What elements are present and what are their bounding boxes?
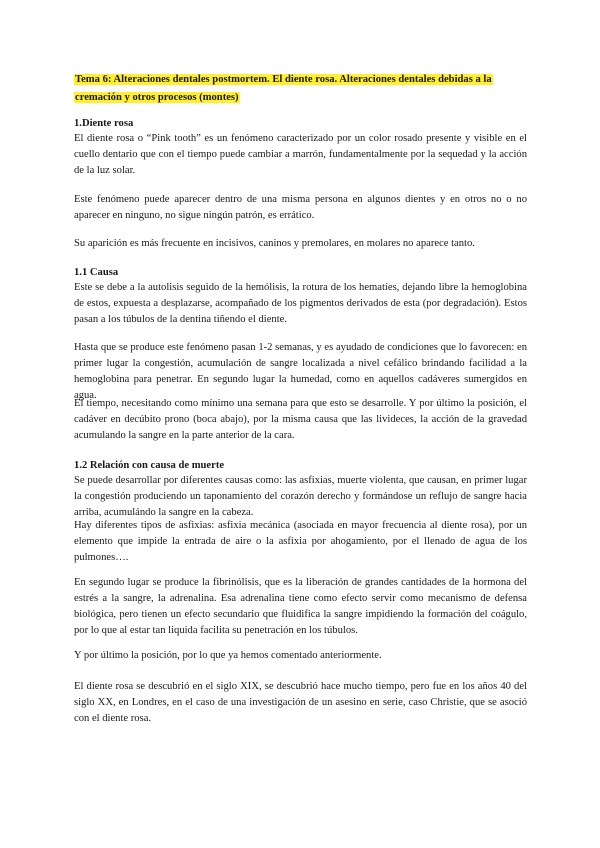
paragraph-causa-time-position: El tiempo, necesitando como mínimo una semana para que esto se desarrolle. Y por último la posición, el cadáver en decúbito prono (boca abajo), por la misma causa que las livideces, la acción de la gravedad acumulando la sangre en la parte anterior de la cara. (74, 398, 527, 441)
section-heading-relacion-causa-muerte: 1.2 Relación con causa de muerte (74, 460, 225, 471)
section-heading-diente-rosa: 1.Diente rosa (74, 118, 134, 129)
paragraph-historia-diente-rosa: El diente rosa se descubrió en el siglo XIX, se descubrió hace mucho tiempo, pero fue en los años 40 del siglo XX, en Londres, en el caso de una investigación de un asesino en serie, caso Christie, que se asoció con el diente rosa. (74, 681, 527, 724)
paragraph-diente-rosa-pattern: Este fenómeno puede aparecer dentro de una misma persona en algunos dientes y en otros no o no aparecer en ninguno, no sigue ningún patrón, es errático. (74, 194, 527, 221)
paragraph-diente-rosa-definition: El diente rosa o “Pink tooth” es un fenómeno caracterizado por un color rosado presente y visible en el cuello dentario que con el tiempo puede cambiar a marrón, fundamentalmente por la sequedad y la acción de la luz solar. (74, 133, 527, 176)
document-title (74, 71, 527, 107)
paragraph-relacion-posicion: Y por último la posición, por lo que ya hemos comentado anteriormente. (74, 650, 382, 661)
section-heading-causa: 1.1 Causa (74, 267, 119, 278)
paragraph-relacion-fibrinolisis: En segundo lugar se produce la fibrinólisis, que es la liberación de grandes cantidades de la hormona del estrés a la sangre, la adrenalina. Esa adrenalina tiene como efecto servir como mecanismo de defensa biológica, pero tienen un efecto secundario que fluidifica la sangre impidiendo la formación del coágulo, por lo que al estar tan liquida facilita su penetración en los túbulos. (74, 577, 527, 636)
paragraph-diente-rosa-frequency: Su aparición es más frecuente en incisivos, caninos y premolares, en molares no aparece tanto. (74, 238, 475, 249)
paragraph-causa-autolisis: Este se debe a la autolisis seguido de la hemólisis, la rotura de los hematíes, dejando libre la hemoglobina de estos, expuesta a desplazarse, acompañado de los pigmentos derivados de esta (por degradación). Estos pasan a los túbulos de la dentina tiñendo el diente. (74, 282, 527, 325)
paragraph-relacion-asfixias: Se puede desarrollar por diferentes causas como: las asfixias, muerte violenta, que causan, en primer lugar la congestión produciendo un taponamiento del corazón derecho y formándose un reflujo de sangre hacia arriba, acumulándo la sangre en la cabeza. (74, 475, 527, 518)
paragraph-relacion-tipos-asfixias: Hay diferentes tipos de asfixias: asfixia mecánica (asociada en mayor frecuencia al diente rosa), por un elemento que impide la entrada de aire o la asfixia por ahogamiento, por el llenado de agua de los pulmones…. (74, 520, 527, 563)
title-highlight: Tema 6: Alteraciones dentales postmortem. El diente rosa. Alteraciones dentales debidas a la cremación y otros procesos (montes) (75, 74, 492, 103)
paragraph-causa-conditions: Hasta que se produce este fenómeno pasan 1-2 semanas, y es ayudado de condiciones que lo favorecen: en primer lugar la congestión, acumulación de sangre localizada a nivel cefálico brindando facilidad a la hemoglobina para penetrar. En segundo lugar la humedad, como en aquellos cadáveres sumergidos en agua. (74, 342, 527, 401)
